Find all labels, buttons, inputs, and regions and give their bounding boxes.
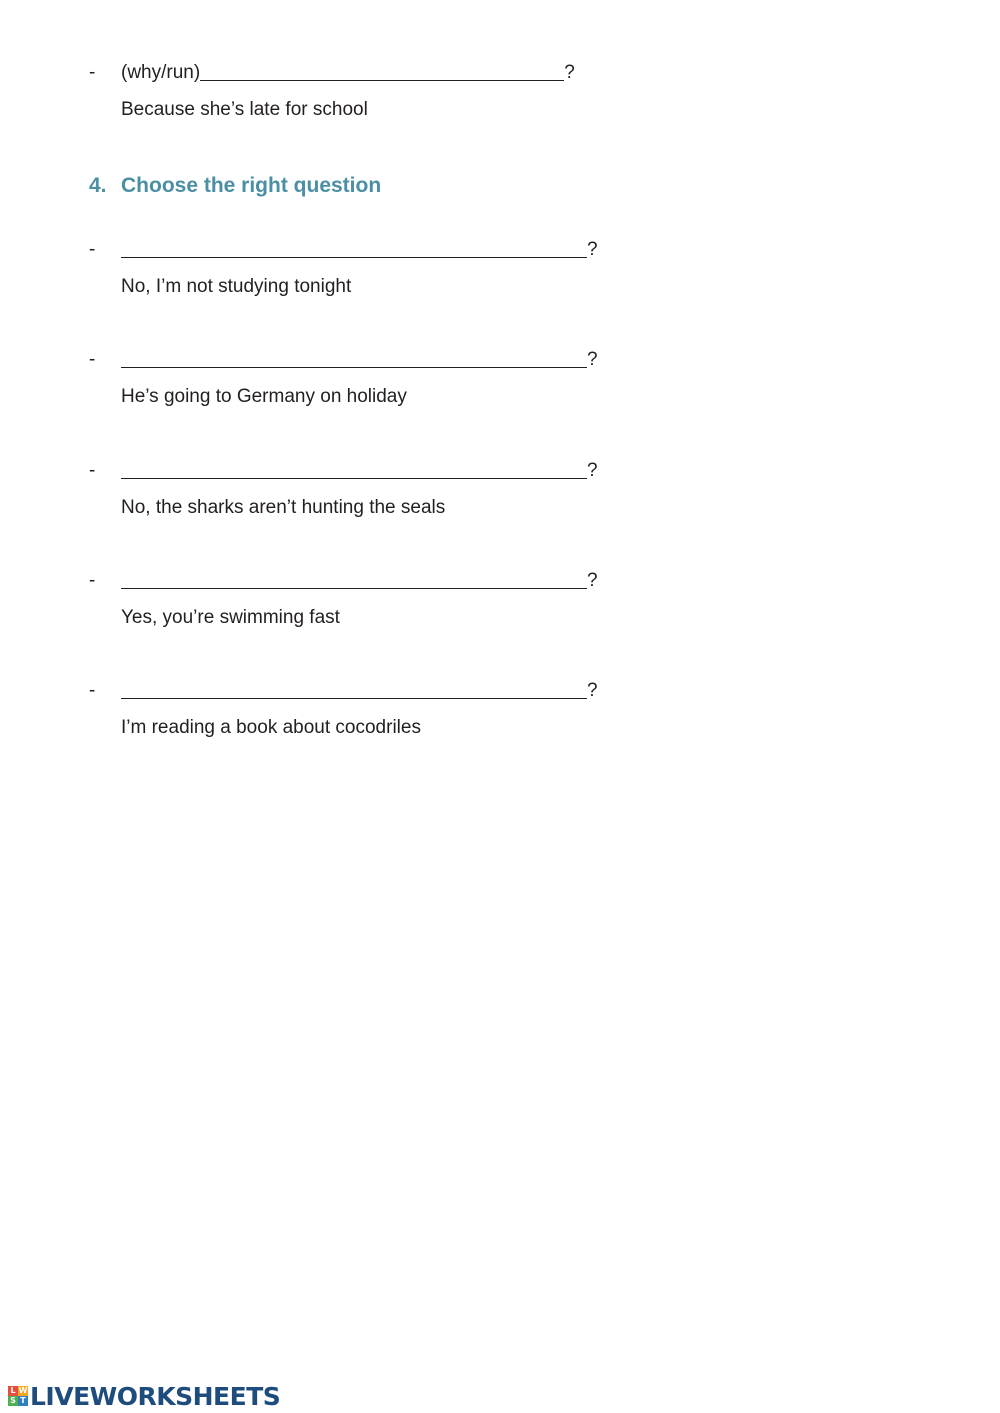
- question-line: [121, 679, 598, 703]
- liveworksheets-logo-icon: L W S T: [8, 1386, 28, 1406]
- answer-blank-field[interactable]: [200, 61, 564, 81]
- item-dash: -: [89, 680, 96, 701]
- question-mark: ?: [587, 239, 598, 260]
- answer-blank-field[interactable]: [121, 238, 587, 258]
- answer-blank-field[interactable]: [121, 679, 587, 699]
- answer-text: Because she’s late for school: [121, 99, 368, 120]
- question-prompt: (why/run): [121, 62, 201, 83]
- section-number: 4.: [89, 174, 107, 197]
- question-line: [121, 459, 598, 483]
- answer-text: No, the sharks aren’t hunting the seals: [121, 497, 446, 518]
- question-mark: ?: [587, 460, 598, 481]
- item-dash: -: [89, 570, 96, 591]
- question-mark: ?: [587, 349, 598, 370]
- answer-text: I’m reading a book about cocodriles: [121, 717, 421, 738]
- question-mark: ?: [587, 570, 598, 591]
- section-heading: [89, 172, 381, 200]
- answer-blank-field[interactable]: [121, 459, 587, 479]
- question-line: [121, 348, 598, 372]
- answer-blank-field[interactable]: [121, 569, 587, 589]
- item-dash: -: [89, 349, 96, 370]
- item-dash: -: [89, 62, 96, 83]
- question-line: [121, 569, 598, 593]
- answer-text: Yes, you’re swimming fast: [121, 607, 340, 628]
- section-title: Choose the right question: [121, 174, 382, 197]
- item-dash: -: [89, 460, 96, 481]
- footer-logo: [8, 1381, 280, 1411]
- question-mark: ?: [587, 680, 598, 701]
- question-line: [121, 238, 598, 262]
- answer-text: No, I’m not studying tonight: [121, 276, 352, 297]
- question-mark: ?: [564, 62, 575, 83]
- answer-text: He’s going to Germany on holiday: [121, 386, 407, 407]
- question-line: [121, 61, 575, 85]
- item-dash: -: [89, 239, 96, 260]
- brand-name: LIVEWORKSHEETS: [30, 1381, 281, 1411]
- answer-blank-field[interactable]: [121, 348, 587, 368]
